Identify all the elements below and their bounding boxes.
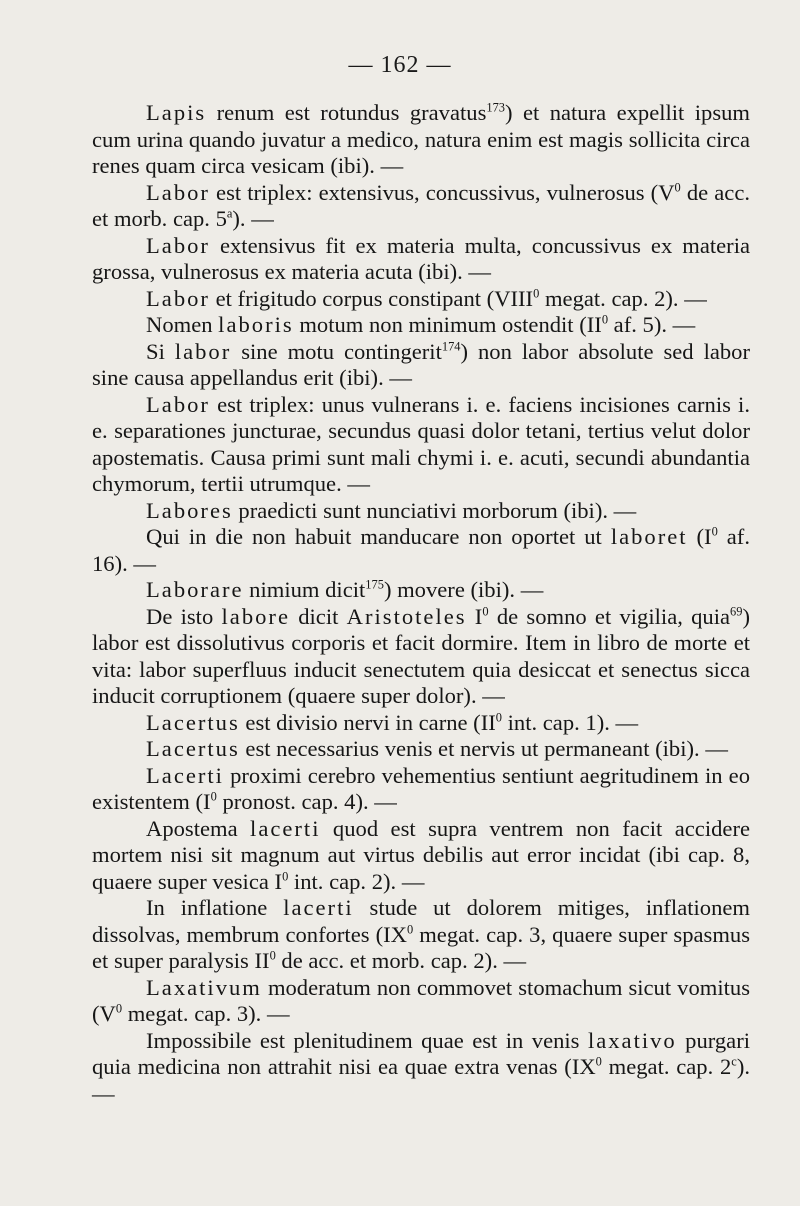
spaced-keyword: lacerti bbox=[283, 895, 354, 920]
superscript: 0 bbox=[482, 603, 489, 618]
text-run: de acc. et morb. cap. 5 bbox=[92, 179, 751, 231]
text-run: purgari quia medicina non attrahit nisi ea quae extra venas (IX bbox=[92, 1027, 751, 1079]
text-run: et frigitudo corpus constipant (VIII bbox=[209, 285, 534, 311]
paragraph bbox=[92, 498, 750, 525]
spaced-keyword: Lacertus bbox=[146, 709, 240, 735]
spaced-keyword: Laborare bbox=[146, 577, 244, 602]
text-run: quod est supra ventrem non facit accidere mortem nisi sit magnum aut virtus debilis aut error incidat (ibi cap. 8, quaere super vesica I bbox=[92, 815, 750, 894]
spaced-keyword: Labor bbox=[146, 391, 210, 417]
text-run: pronost. cap. 4). — bbox=[216, 789, 397, 814]
text-run: est necessarius venis et nervis ut permaneant (ibi). — bbox=[239, 736, 728, 761]
paragraph bbox=[92, 180, 750, 233]
paragraph bbox=[92, 975, 750, 1028]
spaced-keyword: Lacerti bbox=[146, 762, 224, 788]
spaced-keyword: Labor bbox=[146, 179, 210, 205]
spaced-keyword: laxativo bbox=[587, 1027, 677, 1053]
spaced-keyword: Labor bbox=[146, 232, 210, 258]
paragraph bbox=[92, 312, 750, 339]
superscript: c bbox=[731, 1054, 737, 1069]
paragraph bbox=[92, 763, 750, 816]
text-run: Nomen bbox=[146, 312, 219, 337]
paragraph bbox=[92, 339, 750, 392]
text-run: moderatum non commovet stomachum sicut vomitus (V bbox=[92, 974, 750, 1026]
paragraph bbox=[92, 1028, 750, 1108]
paragraph bbox=[92, 710, 750, 737]
superscript: 0 bbox=[711, 524, 718, 539]
text-run: I bbox=[466, 603, 483, 629]
superscript: 175 bbox=[365, 577, 384, 592]
spaced-keyword: labor bbox=[174, 338, 232, 364]
superscript: 0 bbox=[269, 948, 276, 963]
text-run: motum non minimum ostendit (II bbox=[293, 312, 602, 337]
spaced-keyword: Labor bbox=[146, 285, 210, 311]
text-run: ). — bbox=[232, 206, 274, 231]
text-run: renum est rotundus gravatus bbox=[206, 100, 487, 125]
spaced-keyword: Lacertus bbox=[146, 736, 240, 761]
superscript: 69 bbox=[730, 603, 743, 618]
text-run: ) non labor absolute sed labor sine causa appellandus erit (ibi). — bbox=[92, 338, 750, 390]
text-run: ) et natura expellit ipsum cum urina quando juvatur a medico, natura enim est magis sollicita circa renes quam circa vesicam (ibi). — bbox=[92, 100, 750, 178]
paragraph bbox=[92, 392, 750, 498]
text-run: proximi cerebro vehementius sentiunt aegritudinem in eo existentem (I bbox=[92, 762, 750, 814]
paragraph bbox=[92, 577, 750, 604]
superscript: 0 bbox=[595, 1054, 602, 1069]
text-run: ) labor est dissolutivus corporis et facit dormire. Item in libro de morte et vita: labor superfluus inducit senectutem quia desiccat et senectus sicca inducit corruptionem (quaere super dolor). — bbox=[92, 603, 750, 708]
superscript: 0 bbox=[210, 789, 217, 804]
text-run: de acc. et morb. cap. 2). — bbox=[275, 948, 527, 973]
spaced-keyword: lacerti bbox=[250, 815, 321, 841]
text-run: stude ut dolorem mitiges, inflationem dissolvas, membrum confortes (IX bbox=[92, 895, 750, 947]
text-run: nimium dicit bbox=[243, 577, 366, 602]
body-text bbox=[92, 100, 750, 1107]
paragraph bbox=[92, 233, 750, 286]
superscript: 0 bbox=[406, 921, 414, 936]
text-run: ). — bbox=[92, 1054, 750, 1106]
superscript: 0 bbox=[533, 285, 540, 300]
text-run: af. 5). — bbox=[608, 312, 696, 337]
text-run: sine motu contingerit bbox=[231, 338, 442, 364]
superscript: 0 bbox=[282, 868, 289, 883]
text-run: Impossibile est plenitudinem quae est in venis bbox=[146, 1027, 588, 1053]
text-run: extensivus fit ex materia multa, concussivus ex materia grossa, vulnerosus ex materia acuta (ibi). — bbox=[92, 232, 750, 284]
text-run: Apostema bbox=[146, 815, 251, 841]
text-run: est divisio nervi in carne (II bbox=[239, 709, 496, 735]
paragraph bbox=[92, 816, 750, 896]
spaced-keyword: laboris bbox=[218, 312, 294, 337]
text-run: megat. cap. 3, quaere super spasmus et super paralysis II bbox=[92, 921, 750, 973]
paragraph bbox=[92, 100, 750, 180]
paragraph bbox=[92, 604, 750, 710]
paragraph bbox=[92, 286, 750, 313]
page-number: — 162 — bbox=[348, 52, 452, 78]
text-run: megat. cap. 2). — bbox=[539, 285, 707, 311]
spaced-keyword: Aristoteles bbox=[346, 603, 467, 629]
text-run: est triplex: unus vulnerans i. e. faciens incisiones carnis i. e. separationes juncturae, secundus quasi dolor tetani, tertius velut dolor apostematis. Causa primi sunt mali chymi i. e. acuti, secundi abundantia chymorum, tertii utrumque. — bbox=[92, 391, 750, 496]
paragraph bbox=[92, 895, 750, 975]
text-run: Si bbox=[146, 338, 175, 364]
text-run: int. cap. 2). — bbox=[288, 868, 425, 894]
spaced-keyword: laboret bbox=[610, 524, 688, 549]
superscript: a bbox=[226, 206, 233, 221]
spaced-keyword: Lapis bbox=[146, 100, 207, 125]
spaced-keyword: labore bbox=[221, 603, 290, 629]
text-run: praedicti sunt nunciativi morborum (ibi). — bbox=[232, 497, 637, 523]
text-run: In inflatione bbox=[146, 895, 284, 920]
text-run: est triplex: extensivus, concussivus, vulnerosus (V bbox=[209, 179, 675, 205]
paragraph bbox=[92, 524, 750, 577]
superscript: 0 bbox=[601, 312, 609, 327]
paragraph bbox=[92, 736, 750, 763]
superscript: 174 bbox=[441, 338, 461, 353]
text-run: Qui in die non habuit manducare non oportet ut bbox=[146, 524, 611, 549]
spaced-keyword: Laxativum bbox=[146, 974, 262, 1000]
superscript: 0 bbox=[495, 709, 502, 724]
text-run: int. cap. 1). — bbox=[501, 709, 639, 735]
text-run: de somno et vigilia, quia bbox=[488, 603, 731, 629]
text-run: dicit bbox=[289, 603, 347, 629]
text-run: af. 16). — bbox=[92, 524, 750, 576]
text-run: megat. cap. 2 bbox=[601, 1054, 732, 1079]
text-run: De isto bbox=[146, 603, 222, 629]
text-run: ) movere (ibi). — bbox=[383, 577, 544, 602]
superscript: 0 bbox=[674, 179, 681, 194]
superscript: 173 bbox=[486, 100, 505, 115]
spaced-keyword: Labores bbox=[146, 497, 233, 523]
text-run: megat. cap. 3). — bbox=[122, 1001, 290, 1026]
text-run: (I bbox=[687, 524, 712, 549]
superscript: 0 bbox=[115, 1001, 123, 1016]
